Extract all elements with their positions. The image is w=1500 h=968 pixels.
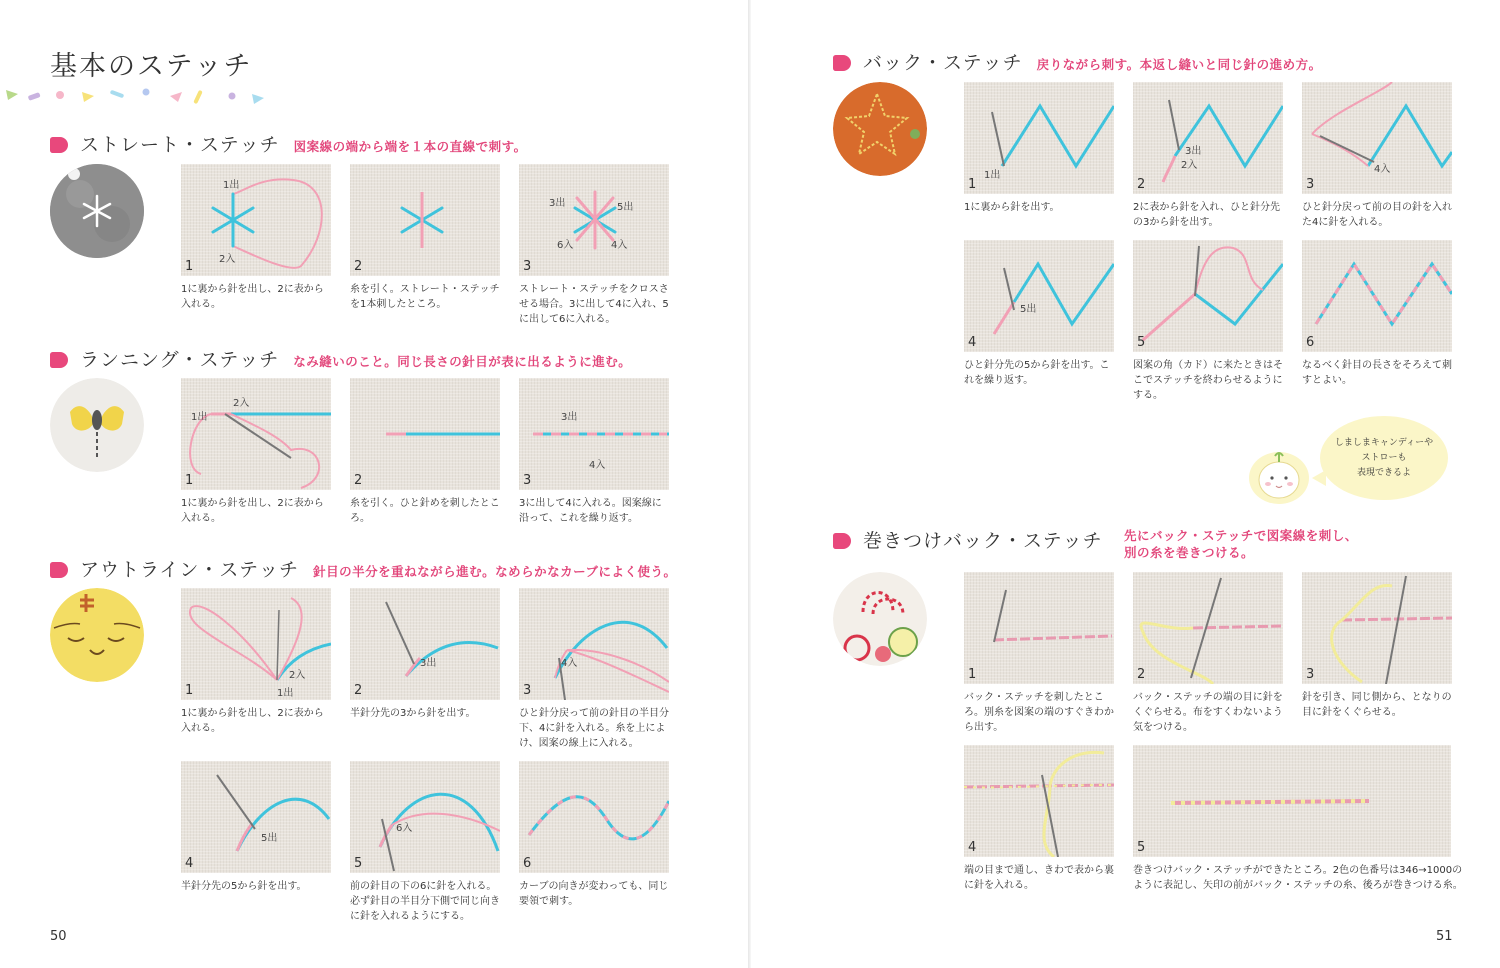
step-number: 4 <box>185 856 194 871</box>
step-number: 3 <box>523 259 532 274</box>
step-label: 1出 <box>191 412 208 423</box>
outline-step-2 <box>350 588 500 721</box>
step-caption: ストレート・ステッチをクロスさせる場合。3に出して4に入れ、5に出して6に入れる。 <box>519 284 669 325</box>
step-label: 6入 <box>396 823 413 834</box>
step-number: 5 <box>1137 335 1146 350</box>
section-subtitle: 図案線の端から端を１本の直線で刺す。 <box>293 139 527 154</box>
step-caption: ひと針分戻って前の目の針を入れた4に針を入れる。 <box>1302 202 1452 228</box>
step-caption: カーブの向きが変わっても、同じ要領で刺す。 <box>519 881 669 907</box>
step-photo <box>1302 240 1452 352</box>
straight-step-3 <box>519 164 669 327</box>
step-caption: 3に出して4に入れる。図案線に沿って、これを繰り返す。 <box>519 498 662 524</box>
whipped-stitch-sample-photo <box>833 572 927 666</box>
step-label: 2入 <box>219 254 236 265</box>
back-step-3 <box>1302 82 1452 230</box>
step-photo <box>964 240 1114 352</box>
bubble-text-line: しましまキャンディーや <box>1334 437 1434 448</box>
running-stitch-sample-photo <box>50 378 144 472</box>
step-caption: 糸を引く。ストレート・ステッチを1本刺したところ。 <box>350 284 500 310</box>
step-label: 5出 <box>1020 304 1037 315</box>
step-label: 3出 <box>549 198 566 209</box>
whipped-step-1 <box>964 572 1114 735</box>
straight-step-2 <box>350 164 500 312</box>
step-caption: 2に表から針を入れ、ひと針分先の3から針を出す。 <box>1133 202 1280 228</box>
step-label: 3出 <box>1185 146 1202 157</box>
step-number: 2 <box>354 683 363 698</box>
step-number: 3 <box>1306 177 1315 192</box>
section-marker-icon <box>50 562 68 578</box>
outline-step-6 <box>519 761 669 909</box>
back-step-2 <box>1133 82 1283 230</box>
step-photo <box>1302 82 1452 194</box>
whipped-step-5 <box>1133 745 1463 893</box>
section-title: ランニング・ステッチ <box>80 349 280 371</box>
whipped-step-2 <box>1133 572 1283 735</box>
step-photo <box>519 588 669 700</box>
step-caption: 半針分先の3から針を出す。 <box>350 708 476 719</box>
step-caption: 端の目まで通し、きわで表から裏に針を入れる。 <box>964 865 1114 891</box>
step-label: 4入 <box>1374 164 1391 175</box>
step-number: 1 <box>968 667 977 682</box>
sheep-mascot-illustration <box>1242 440 1316 506</box>
whipped-step-4 <box>964 745 1114 893</box>
step-number: 4 <box>968 335 977 350</box>
running-step-3 <box>519 378 669 526</box>
step-photo <box>519 378 669 490</box>
step-label: 4入 <box>561 658 578 669</box>
step-caption: 1に裏から針を出す。 <box>964 202 1060 213</box>
section-marker-icon <box>833 55 851 71</box>
step-label: 4入 <box>611 240 628 251</box>
section-marker-icon <box>50 137 68 153</box>
step-label: 1出 <box>984 170 1001 181</box>
whipped-step-3 <box>1302 572 1452 720</box>
step-label: 1出 <box>277 688 294 699</box>
step-photo <box>1133 82 1283 194</box>
step-photo <box>1133 745 1451 857</box>
step-number: 1 <box>185 259 194 274</box>
section-title: ストレート・ステッチ <box>80 134 280 156</box>
section-title: 巻きつけバック・ステッチ <box>863 530 1103 552</box>
section-subtitle: 針目の半分を重ねながら進む。なめらかなカーブによく使う。 <box>313 564 677 579</box>
step-number: 2 <box>1137 177 1146 192</box>
step-number: 5 <box>354 856 363 871</box>
back-step-4 <box>964 240 1114 388</box>
step-number: 5 <box>1137 840 1146 855</box>
straight-step-1 <box>181 164 331 312</box>
step-number: 2 <box>1137 667 1146 682</box>
step-number: 2 <box>354 473 363 488</box>
step-label: 2入 <box>289 670 306 681</box>
step-photo <box>1133 240 1283 352</box>
step-label: 4入 <box>589 460 606 471</box>
back-step-1 <box>964 82 1114 215</box>
step-label: 5出 <box>617 202 634 213</box>
step-number: 6 <box>1306 335 1315 350</box>
section-header-straight <box>50 130 527 157</box>
step-number: 1 <box>185 683 194 698</box>
step-number: 6 <box>523 856 532 871</box>
page-number-left: 50 <box>50 929 67 944</box>
outline-step-1 <box>181 588 331 736</box>
step-label: 2入 <box>233 398 250 409</box>
step-caption: バック・ステッチを刺したところ。別糸を図案の端のすぐきわから出す。 <box>964 692 1114 733</box>
book-spine <box>748 0 751 968</box>
straight-stitch-sample-photo <box>50 164 144 258</box>
running-step-1 <box>181 378 331 526</box>
outline-step-4 <box>181 761 331 894</box>
step-label: 3出 <box>561 412 578 423</box>
back-step-6 <box>1302 240 1452 388</box>
section-title: バック・ステッチ <box>863 52 1023 74</box>
section-title: アウトライン・ステッチ <box>80 559 300 581</box>
section-subtitle: なみ縫いのこと。同じ長さの針目が表に出るように進む。 <box>293 354 632 369</box>
step-caption: ひと針分戻って前の針目の半目分下、4に針を入れる。糸を上によけ、図案の線上に入れる。 <box>519 708 669 749</box>
step-caption: 糸を引く。ひと針めを刺したところ。 <box>350 498 500 524</box>
step-number: 2 <box>354 259 363 274</box>
step-label: 6入 <box>557 240 574 251</box>
step-photo <box>181 164 331 276</box>
step-caption: バック・ステッチの端の目に針をくぐらせる。布をすくわないよう気をつける。 <box>1133 692 1283 733</box>
speech-bubble <box>1320 416 1448 500</box>
step-photo <box>519 164 669 276</box>
section-header-back <box>833 48 1322 75</box>
step-photo <box>181 378 331 490</box>
step-photo <box>1133 572 1283 684</box>
step-caption: ひと針分先の5から針を出す。これを繰り返す。 <box>964 360 1110 386</box>
step-caption: 巻きつけバック・ステッチができたところ。2色の色番号は346→1000のように表記し、矢印の前がバック・ステッチの糸、後ろが巻きつける糸。 <box>1133 865 1463 891</box>
step-caption: 半針分先の5から針を出す。 <box>181 881 307 892</box>
page-number-right: 51 <box>1436 929 1453 944</box>
step-caption: 1に裏から針を出し、2に表から入れる。 <box>181 284 324 310</box>
step-number: 3 <box>523 683 532 698</box>
step-photo <box>964 82 1114 194</box>
step-label: 3出 <box>420 658 437 669</box>
step-caption: なるべく針目の長さをそろえて刺すとよい。 <box>1302 360 1452 386</box>
section-header-outline <box>50 555 676 582</box>
outline-step-3 <box>519 588 669 751</box>
step-photo <box>350 164 500 276</box>
step-photo <box>964 745 1114 857</box>
step-number: 4 <box>968 840 977 855</box>
step-label: 5出 <box>261 833 278 844</box>
step-caption: 前の針目の下の6に針を入れる。必ず針目の半目分下側で同じ向きに針を入れるようにする。 <box>350 881 500 922</box>
back-stitch-sample-photo <box>833 82 927 176</box>
step-number: 1 <box>185 473 194 488</box>
step-photo <box>964 572 1114 684</box>
section-subtitle: 戻りながら刺す。本返し縫いと同じ針の進め方。 <box>1036 57 1322 72</box>
section-marker-icon <box>833 533 851 549</box>
step-number: 3 <box>1306 667 1315 682</box>
section-header-running <box>50 345 631 372</box>
running-step-2 <box>350 378 500 526</box>
page-title: 基本のステッチ <box>50 51 253 82</box>
step-label: 2入 <box>1181 160 1198 171</box>
step-number: 1 <box>968 177 977 192</box>
bubble-text-line: 表現できるよ <box>1356 467 1411 478</box>
back-step-5 <box>1133 240 1283 403</box>
bubble-text-line: ストローも <box>1361 452 1407 463</box>
confetti-decoration <box>0 86 270 108</box>
section-marker-icon <box>50 352 68 368</box>
step-photo <box>350 761 500 873</box>
step-caption: 図案の角（カド）に来たときはそこでステッチを終わらせるようにする。 <box>1133 360 1283 401</box>
step-caption: 1に裏から針を出し、2に表から入れる。 <box>181 498 324 524</box>
step-caption: 1に裏から針を出し、2に表から入れる。 <box>181 708 324 734</box>
section-subtitle-line1: 先にバック・ステッチで図案線を刺し、 <box>1124 528 1358 543</box>
outline-stitch-sample-photo <box>50 588 144 682</box>
step-photo <box>350 588 500 700</box>
step-photo <box>519 761 669 873</box>
step-photo <box>1302 572 1452 684</box>
step-caption: 針を引き、同じ側から、となりの目に針をくぐらせる。 <box>1302 692 1452 718</box>
step-label: 1出 <box>223 180 240 191</box>
section-header-whipped <box>833 526 1103 553</box>
outline-step-5 <box>350 761 500 924</box>
section-subtitle-line2: 別の糸を巻きつける。 <box>1124 545 1255 560</box>
step-photo <box>181 588 331 700</box>
step-photo <box>350 378 500 490</box>
step-number: 3 <box>523 473 532 488</box>
step-photo <box>181 761 331 873</box>
